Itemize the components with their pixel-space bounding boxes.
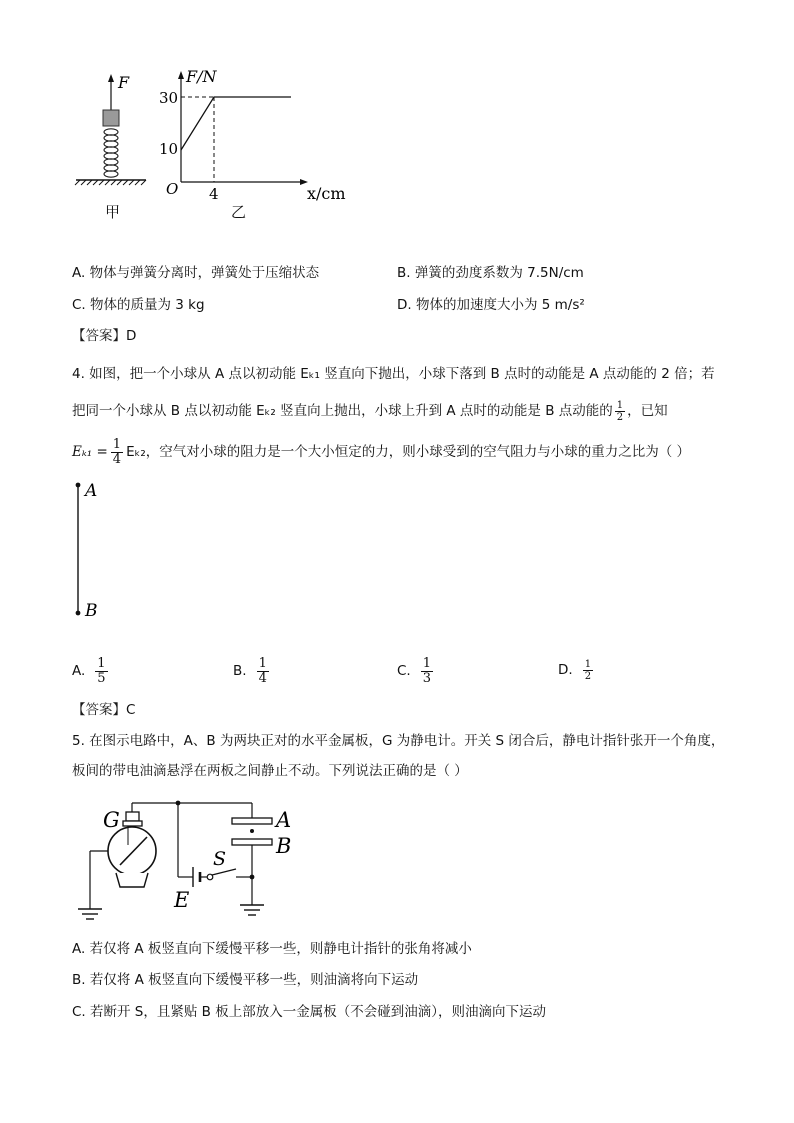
q4-option-c (397, 657, 433, 686)
q4-line2 (72, 400, 668, 423)
frac-numerator: 1 (584, 659, 592, 670)
q4-answer (72, 704, 135, 718)
switch-pivot (207, 874, 213, 880)
point-b-label: B (85, 601, 98, 621)
q4-option-d (558, 659, 593, 682)
label-g: G (103, 808, 120, 832)
q4-line2-text: 把同一个小球从 B 点以初动能 Eₖ₂ 竖直向上抛出，小球上升到 A 点时的动能是 B 点动能的 (72, 402, 613, 419)
q3-option-c: C. 物体的质量为 3 kg (72, 297, 205, 313)
answer-value: C (126, 702, 136, 718)
label-jia: 甲 (105, 203, 121, 221)
option-fraction (421, 657, 433, 686)
q4-ek1-lhs: Eₖ₁ = (72, 443, 108, 460)
q4-option-a (72, 657, 108, 686)
block (103, 110, 119, 126)
label-b: B (276, 834, 292, 858)
answer-tag: 【答案】 (72, 702, 126, 718)
frac-denominator: 4 (112, 452, 122, 467)
q5-option-a: A. 若仅将 A 板竖直向下缓慢平移一些，则静电计指针的张角将减小 (72, 941, 472, 957)
y-axis-label: F/N (186, 67, 217, 86)
q5-option-c: C. 若断开 S，且紧贴 B 板上部放入一金属板（不会碰到油滴），则油滴向下运动 (72, 1004, 546, 1020)
force-label: F (118, 73, 130, 92)
spring (104, 129, 118, 177)
electrometer-body (108, 827, 156, 875)
frac-numerator: 1 (112, 437, 122, 452)
q4-line3 (72, 438, 690, 467)
q4-line2-tail: ，已知 (627, 402, 668, 419)
q4-line1: 4. 如图，把一个小球从 A 点以初动能 Eₖ₁ 竖直向下抛出，小球下落到 B 点时的动能是 A 点动能的 2 倍；若 (72, 366, 715, 382)
x-axis-label: x/cm (307, 184, 346, 203)
option-label: D. (558, 661, 573, 678)
frac-denominator: 2 (616, 412, 624, 423)
q3-option-d: D. 物体的加速度大小为 5 m/s² (397, 297, 585, 313)
electrometer-knob (126, 812, 139, 821)
option-label: C. (397, 662, 411, 679)
frac-denominator: 5 (97, 671, 106, 686)
q3-answer (72, 330, 136, 344)
origin-label: O (166, 180, 179, 198)
frac-denominator: 4 (258, 671, 267, 686)
plate-a (232, 818, 272, 824)
tick-30: 30 (159, 89, 179, 107)
frac-numerator: 1 (422, 656, 431, 671)
option-fraction (257, 657, 269, 686)
q3-option-a: A. 物体与弹簧分离时，弹簧处于压缩状态 (72, 265, 320, 281)
force-line (181, 97, 291, 150)
point-a (76, 483, 81, 488)
answer-value: D (126, 328, 137, 344)
tick-4: 4 (209, 185, 219, 203)
option-label: A. (72, 662, 86, 679)
q3-option-b: B. 弹簧的劲度系数为 7.5N/cm (397, 265, 584, 281)
q4-option-b (233, 657, 269, 686)
option-fraction (95, 657, 107, 686)
ground-hatch (75, 180, 146, 185)
answer-tag: 【答案】 (72, 328, 126, 344)
label-yi: 乙 (231, 203, 247, 221)
oil-drop (250, 829, 254, 833)
q4-quarter-fraction (111, 438, 123, 467)
q4-line3-tail: Eₖ₂，空气对小球的阻力是一个大小恒定的力，则小球受到的空气阻力与小球的重力之比为（ ） (126, 443, 691, 460)
q5-option-b: B. 若仅将 A 板竖直向下缓慢平移一些，则油滴将向下运动 (72, 972, 419, 988)
tick-10: 10 (159, 140, 179, 158)
circuit-figure (70, 795, 310, 925)
q4-half-fraction (615, 400, 625, 423)
frac-numerator: 1 (616, 400, 624, 411)
force-displacement-graph (155, 62, 355, 212)
spring-figure (70, 64, 160, 224)
frac-numerator: 1 (258, 656, 267, 671)
frac-numerator: 1 (97, 656, 106, 671)
point-b (76, 611, 81, 616)
q5-line2: 板间的带电油滴悬浮在两板之间静止不动。下列说法正确的是（ ） (72, 763, 468, 779)
q5-line1: 5. 在图示电路中，A、B 为两块正对的水平金属板，G 为静电计。开关 S 闭合后，静电计指针张开一个角度， (72, 733, 725, 749)
label-s: S (213, 848, 227, 870)
plate-b (232, 839, 272, 845)
frac-denominator: 2 (584, 671, 592, 682)
option-fraction (583, 659, 593, 682)
ab-line-figure (70, 478, 110, 623)
point-a-label: A (85, 481, 98, 501)
label-a: A (276, 808, 292, 832)
option-label: B. (233, 662, 247, 679)
label-e: E (174, 888, 190, 912)
frac-denominator: 3 (422, 671, 431, 686)
